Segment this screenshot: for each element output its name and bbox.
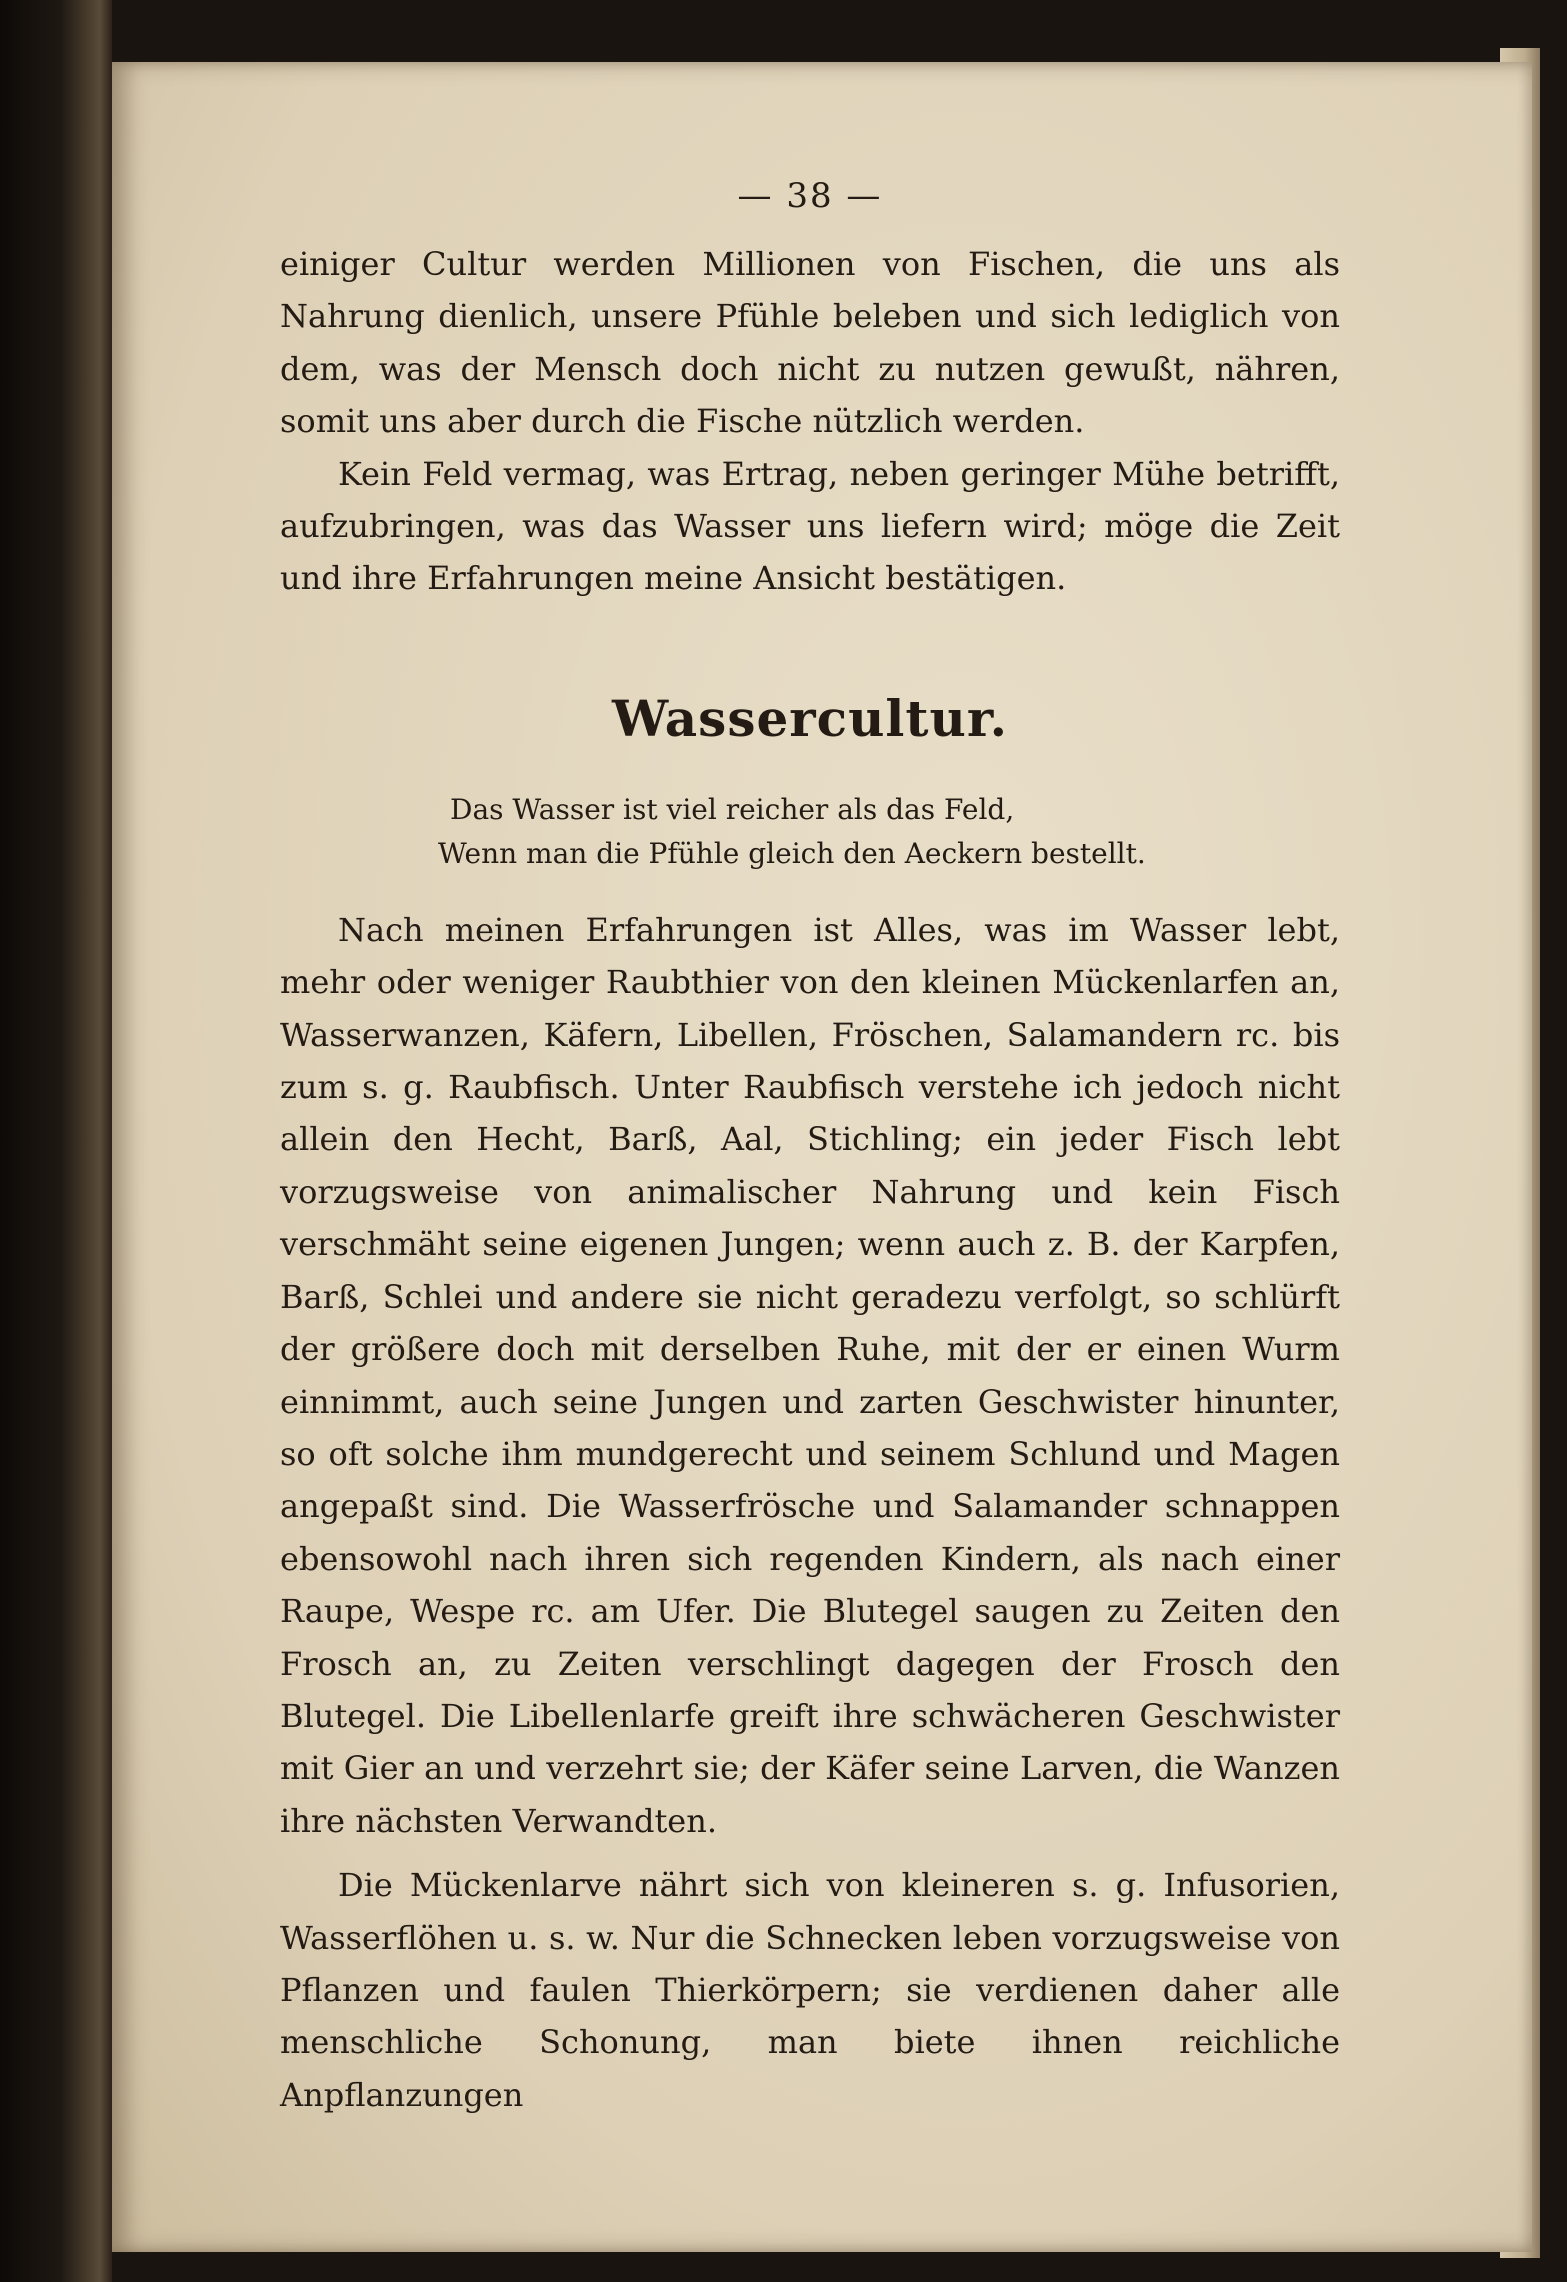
paragraph: Die Mückenlarve nährt sich von kleineren s. g. Infusorien, Wasserflöhen u. s. w. Nur die Schnecken leben vorzugsweise von Pflanzen und faulen Thierkörpern; sie verdienen daher alle menschliche Schonung, man biete ihnen reichliche Anpflanzungen — [280, 1866, 1340, 2114]
section-heading: Wassercultur. — [611, 688, 1009, 748]
paragraph: Nach meinen Erfahrungen ist Alles, was im Wasser lebt, mehr oder weniger Raubthier von den kleinen Mückenlarfen an, Wasserwanzen, Käfern, Libellen, Fröschen, Salamandern rc. bis zum s. g. Raubfisch. Unter Raubfisch verstehe ich jedoch nicht allein den Hecht, Barß, Aal, Stichling; ein jeder Fisch lebt vorzugsweise von animalischer Nahrung und kein Fisch verschmäht seine eigenen Jungen; wenn auch z. B. der Karpfen, Barß, Schlei und andere sie nicht geradezu verfolgt, so schlürft der größere doch mit derselben Ruhe, mit der er einen Wurm einnimmt, auch seine Jungen und zarten Geschwister hinunter, so oft solche ihm mundgerecht und seinem Schlund und Magen angepaßt sind. Die Wasserfrösche und Salamander schnappen ebensowohl nach ihren sich regenden Kindern, als nach einer Raupe, Wespe rc. am Ufer. Die Blutegel saugen zu Zeiten den Frosch an, zu Zeiten verschlingt dagegen der Frosch den Blutegel. Die Libellenlarfe greift ihre schwächeren Geschwister mit Gier an und verzehrt sie; der Käfer seine Larven, die Wanzen ihre nächsten Verwandten. — [280, 910, 1340, 1840]
paragraph: einiger Cultur werden Millionen von Fischen, die uns als Nahrung dienlich, unsere Pfühle beleben und sich lediglich von dem, was der Mensch doch nicht zu nutzen gewußt, nähren, somit uns aber durch die Fische nützlich werden. — [280, 245, 1340, 441]
page-number: — 38 — — [737, 176, 883, 216]
book-spine — [0, 0, 112, 2282]
page-text — [280, 176, 1340, 2121]
motto-line: Wenn man die Pfühle gleich den Aeckern bestellt. — [438, 836, 1146, 870]
paragraph: Kein Feld vermag, was Ertrag, neben geringer Mühe betrifft, aufzubringen, was das Wasser uns liefern wird; möge die Zeit und ihre Erfahrungen meine Ansicht bestätigen. — [280, 454, 1340, 598]
motto-line: Das Wasser ist viel reicher als das Feld, — [450, 792, 1015, 826]
motto-verse — [438, 788, 1340, 876]
